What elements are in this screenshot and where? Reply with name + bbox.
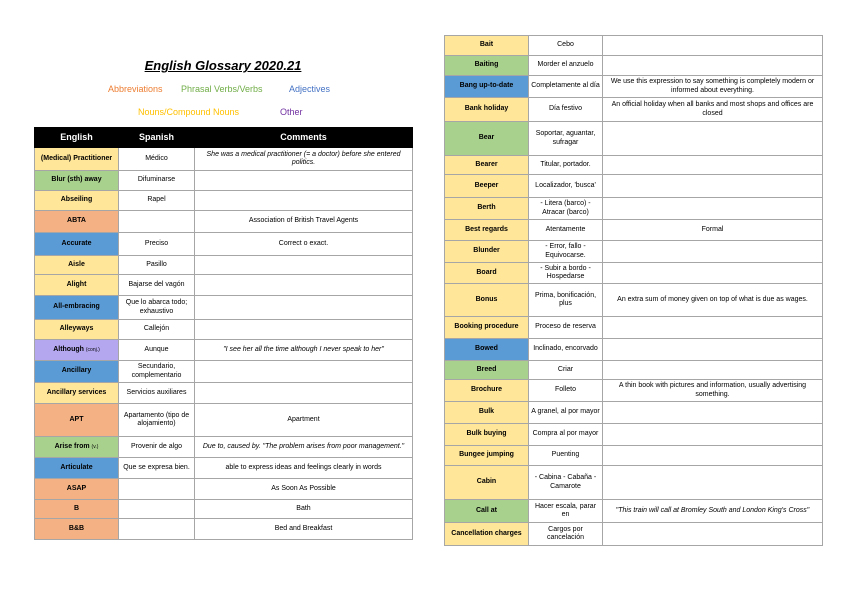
table-row xyxy=(445,56,823,76)
page-title: English Glossary 2020.21 xyxy=(144,58,302,73)
table-row xyxy=(445,122,823,156)
comment-cell: A thin book with pictures and information, usually advertising something. xyxy=(603,380,823,402)
english-term-cell xyxy=(35,458,119,479)
table-row xyxy=(35,404,413,437)
table-row xyxy=(35,171,413,191)
english-term-cell xyxy=(445,500,529,523)
comment-cell xyxy=(603,361,823,380)
english-term: Berth xyxy=(477,204,496,212)
comment-cell xyxy=(603,175,823,198)
english-term-cell xyxy=(445,241,529,263)
english-term-cell xyxy=(35,191,119,211)
english-term-cell xyxy=(35,275,119,296)
table-row xyxy=(35,148,413,171)
english-term: All-embracing xyxy=(53,303,100,311)
comment-cell xyxy=(603,339,823,361)
table-row xyxy=(445,156,823,175)
english-term-cell xyxy=(35,479,119,500)
comment-cell xyxy=(603,241,823,263)
table-row xyxy=(35,233,413,256)
spanish-translation: Que lo abarca todo; exhaustivo xyxy=(119,296,195,320)
spanish-translation: Que se expresa bien. xyxy=(119,458,195,479)
spanish-translation: Morder el anzuelo xyxy=(529,56,603,76)
spanish-translation: Rapel xyxy=(119,191,195,211)
english-term: Bonus xyxy=(475,295,498,303)
comment-cell xyxy=(603,198,823,220)
comment-cell xyxy=(603,317,823,339)
english-term-cell xyxy=(445,56,529,76)
spanish-translation: Puenting xyxy=(529,446,603,466)
english-term: Cabin xyxy=(476,478,497,486)
table-row xyxy=(35,275,413,296)
english-term: Bait xyxy=(479,41,494,49)
english-term: Aisle xyxy=(68,260,85,268)
english-term: Bear xyxy=(478,134,495,142)
comment-cell: An official holiday when all banks and most shops and offices are closed xyxy=(603,98,823,122)
legend-adjectives: Adjectives xyxy=(289,84,331,94)
comment-cell: An extra sum of money given on top of what is due as wages. xyxy=(603,284,823,317)
english-term-cell xyxy=(445,284,529,317)
table-row xyxy=(445,220,823,241)
spanish-translation: Criar xyxy=(529,361,603,380)
english-term: Articulate xyxy=(60,463,93,471)
english-term: Cancellation charges xyxy=(451,529,522,537)
english-term: Booking procedure xyxy=(454,323,519,331)
english-term-cell xyxy=(445,523,529,546)
english-term-cell xyxy=(445,424,529,446)
spanish-translation: - Error, fallo - Equivocarse. xyxy=(529,241,603,263)
spanish-translation: Servicios auxiliares xyxy=(119,383,195,404)
english-term-cell xyxy=(35,296,119,320)
spanish-translation: Secundario, complementario xyxy=(119,361,195,383)
comment-cell xyxy=(603,36,823,56)
english-term: Bang up-to-date xyxy=(459,82,514,90)
spanish-translation: Completamente al día xyxy=(529,76,603,98)
spanish-translation: Preciso xyxy=(119,233,195,256)
table-row xyxy=(35,361,413,383)
spanish-translation: Bajarse del vagón xyxy=(119,275,195,296)
table-row xyxy=(445,284,823,317)
column-header-comments: Comments xyxy=(195,128,413,148)
spanish-translation: Proceso de reserva xyxy=(529,317,603,339)
table-row xyxy=(35,479,413,500)
english-term-cell xyxy=(445,466,529,500)
comment-cell: Formal xyxy=(603,220,823,241)
table-row xyxy=(445,198,823,220)
english-term: B xyxy=(73,504,80,512)
comment-cell xyxy=(603,56,823,76)
spanish-translation: Provenir de algo xyxy=(119,437,195,458)
comment-cell xyxy=(195,275,413,296)
comment-cell xyxy=(195,296,413,320)
spanish-translation: Difuminarse xyxy=(119,171,195,191)
english-term-cell xyxy=(35,340,119,361)
table-row xyxy=(445,175,823,198)
english-term: Beeper xyxy=(474,181,499,189)
legend-phrasal-verbs: Phrasal Verbs/Verbs xyxy=(181,84,263,94)
spanish-translation: Soportar, aguantar, sufragar xyxy=(529,122,603,156)
table-row xyxy=(445,339,823,361)
spanish-translation: Hacer escala, parar en xyxy=(529,500,603,523)
legend-nouns: Nouns/Compound Nouns xyxy=(138,107,240,117)
table-row xyxy=(445,523,823,546)
spanish-translation: - Subir a bordo - Hospedarse xyxy=(529,263,603,284)
comment-cell xyxy=(603,156,823,175)
english-term: Accurate xyxy=(61,239,92,247)
table-row xyxy=(35,211,413,233)
english-term: Bank holiday xyxy=(464,105,509,113)
comment-cell: "I see her all the time although I never speak to her" xyxy=(195,340,413,361)
comment-cell xyxy=(603,122,823,156)
english-term-cell xyxy=(445,220,529,241)
english-term-cell xyxy=(35,256,119,275)
comment-cell xyxy=(603,402,823,424)
comment-cell: "This train will call at Bromley South and London King's Cross" xyxy=(603,500,823,523)
comment-cell xyxy=(195,383,413,404)
spanish-translation: - Litera (barco) - Atracar (barco) xyxy=(529,198,603,220)
table-row xyxy=(35,458,413,479)
english-term: ABTA xyxy=(67,217,86,225)
english-term-cell xyxy=(445,446,529,466)
english-term-cell xyxy=(445,263,529,284)
english-term-cell xyxy=(35,383,119,404)
english-term-cell xyxy=(445,317,529,339)
table-row xyxy=(35,437,413,458)
english-term-cell xyxy=(445,122,529,156)
spanish-translation: A granel, al por mayor xyxy=(529,402,603,424)
spanish-translation: Folleto xyxy=(529,380,603,402)
spanish-translation: Pasillo xyxy=(119,256,195,275)
comment-cell: We use this expression to say something is completely modern or informed about everything. xyxy=(603,76,823,98)
english-term-cell xyxy=(35,404,119,437)
spanish-translation xyxy=(119,211,195,233)
comment-cell xyxy=(195,171,413,191)
english-term-cell xyxy=(445,339,529,361)
english-term: Ancillary xyxy=(61,367,92,375)
table-row xyxy=(445,241,823,263)
english-term: Bungee jumping xyxy=(459,451,514,459)
comment-cell: Due to, caused by. "The problem arises from poor management." xyxy=(195,437,413,458)
comment-cell xyxy=(603,424,823,446)
english-term-cell xyxy=(35,361,119,383)
english-term-cell xyxy=(35,233,119,256)
english-term-cell xyxy=(445,198,529,220)
spanish-translation: Apartamento (tipo de alojamiento) xyxy=(119,404,195,437)
comment-cell: Bath xyxy=(195,500,413,519)
english-term: Bearer xyxy=(475,160,498,168)
spanish-translation: - Cabina - Cabaña - Camarote xyxy=(529,466,603,500)
english-term: Alight xyxy=(66,280,87,288)
comment-cell xyxy=(195,256,413,275)
comment-cell: Association of British Travel Agents xyxy=(195,211,413,233)
spanish-translation xyxy=(119,479,195,500)
english-term: Board xyxy=(476,268,497,276)
english-term: Although xyxy=(53,345,84,353)
comment-cell: Apartment xyxy=(195,404,413,437)
comment-cell xyxy=(195,361,413,383)
english-term-cell xyxy=(35,320,119,340)
english-term-cell xyxy=(445,76,529,98)
english-term-cell xyxy=(445,98,529,122)
word-class-tag: (conj.) xyxy=(85,346,100,353)
comment-cell xyxy=(195,320,413,340)
english-term-cell xyxy=(35,211,119,233)
english-term: Call at xyxy=(475,506,497,514)
legend-abbreviations: Abbreviations xyxy=(108,84,163,94)
english-term: Ancillary services xyxy=(46,388,107,396)
table-row xyxy=(445,76,823,98)
table-row xyxy=(445,500,823,523)
spanish-translation: Cargos por cancelación xyxy=(529,523,603,546)
spanish-translation: Prima, bonificación, plus xyxy=(529,284,603,317)
english-term: Bowed xyxy=(475,345,498,353)
comment-cell: Bed and Breakfast xyxy=(195,519,413,540)
table-row xyxy=(445,466,823,500)
spanish-translation: Cebo xyxy=(529,36,603,56)
english-term-cell xyxy=(445,36,529,56)
table-header-row xyxy=(35,128,413,148)
spanish-translation: Médico xyxy=(119,148,195,171)
column-header-spanish: Spanish xyxy=(119,128,195,148)
spanish-translation xyxy=(119,519,195,540)
table-row xyxy=(35,519,413,540)
spanish-translation: Localizador, 'busca' xyxy=(529,175,603,198)
comment-cell: able to express ideas and feelings clearly in words xyxy=(195,458,413,479)
english-term: Bulk buying xyxy=(466,430,507,438)
comment-cell xyxy=(603,466,823,500)
english-term: Abseiling xyxy=(60,196,93,204)
english-term-cell xyxy=(445,175,529,198)
english-term: Alleyways xyxy=(59,325,94,333)
spanish-translation xyxy=(119,500,195,519)
english-term: (Medical) Practitioner xyxy=(40,154,113,162)
english-term: ASAP xyxy=(66,484,87,492)
table-row xyxy=(445,380,823,402)
table-row xyxy=(445,424,823,446)
table-row xyxy=(445,361,823,380)
spanish-translation: Día festivo xyxy=(529,98,603,122)
table-row xyxy=(445,317,823,339)
english-term: Blur (sth) away xyxy=(51,176,102,184)
table-row xyxy=(35,256,413,275)
english-term: Best regards xyxy=(465,225,508,233)
table-row xyxy=(445,98,823,122)
english-term: Breed xyxy=(476,365,497,373)
spanish-translation: Atentamente xyxy=(529,220,603,241)
comment-cell: Correct o exact. xyxy=(195,233,413,256)
comment-cell xyxy=(195,191,413,211)
table-row xyxy=(35,296,413,320)
english-term: APT xyxy=(69,415,84,423)
english-term-cell xyxy=(35,171,119,191)
english-term: Brochure xyxy=(470,386,503,394)
table-row xyxy=(445,36,823,56)
glossary-table-right xyxy=(444,35,823,546)
table-row xyxy=(35,191,413,211)
spanish-translation: Aunque xyxy=(119,340,195,361)
english-term-cell xyxy=(445,380,529,402)
english-term: Bulk xyxy=(478,408,495,416)
english-term-cell xyxy=(445,361,529,380)
english-term-cell xyxy=(445,402,529,424)
english-term-cell xyxy=(35,500,119,519)
column-header-english: English xyxy=(35,128,119,148)
english-term-cell xyxy=(35,519,119,540)
comment-cell xyxy=(603,446,823,466)
legend-other: Other xyxy=(280,107,303,117)
table-row xyxy=(445,263,823,284)
table-row xyxy=(35,500,413,519)
spanish-translation: Callejón xyxy=(119,320,195,340)
comment-cell xyxy=(603,263,823,284)
comment-cell: She was a medical practitioner (= a doctor) before she entered politics. xyxy=(195,148,413,171)
glossary-table-left xyxy=(34,127,413,540)
english-term: Baiting xyxy=(474,61,499,69)
table-row xyxy=(35,383,413,404)
spanish-translation: Compra al por mayor xyxy=(529,424,603,446)
english-term: Blunder xyxy=(473,247,500,255)
table-row xyxy=(35,340,413,361)
english-term-cell xyxy=(35,437,119,458)
comment-cell: As Soon As Possible xyxy=(195,479,413,500)
table-row xyxy=(35,320,413,340)
spanish-translation: Inclinado, encorvado xyxy=(529,339,603,361)
table-row xyxy=(445,402,823,424)
comment-cell xyxy=(603,523,823,546)
spanish-translation: Titular, portador. xyxy=(529,156,603,175)
table-row xyxy=(445,446,823,466)
word-class-tag: (v.) xyxy=(91,443,99,450)
english-term-cell xyxy=(445,156,529,175)
english-term-cell xyxy=(35,148,119,171)
english-term: B&B xyxy=(68,524,85,532)
english-term: Arise from xyxy=(54,442,90,450)
